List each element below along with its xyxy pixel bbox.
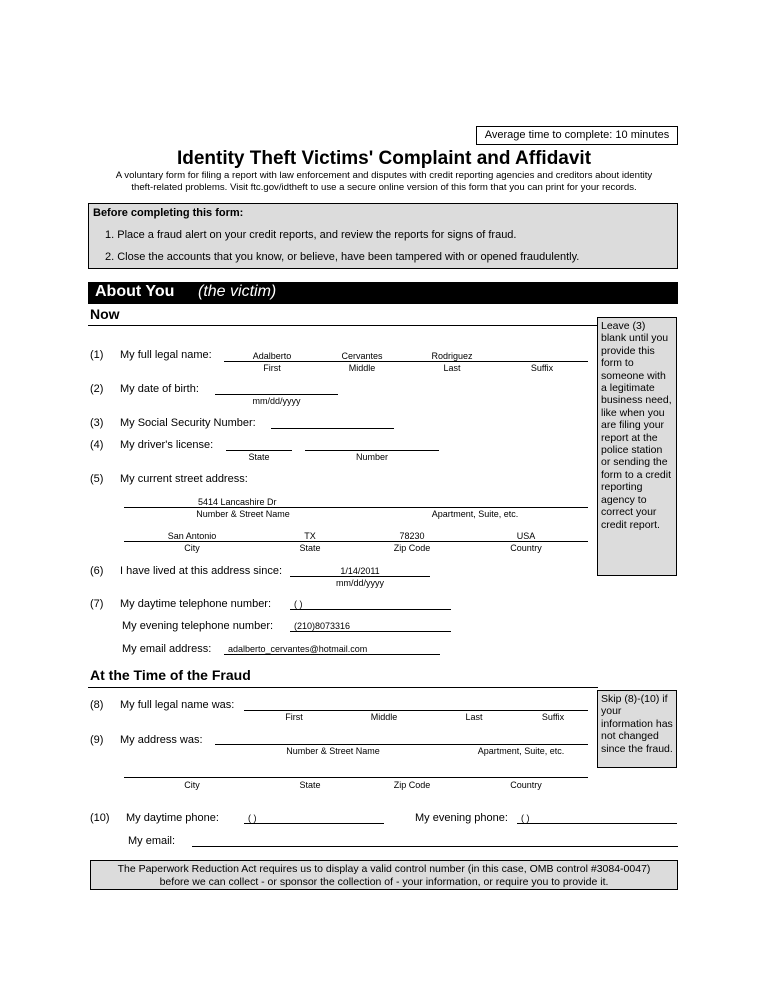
- license-number-field[interactable]: [305, 450, 439, 451]
- q5-cap-state: State: [299, 543, 321, 553]
- q2-label: My date of birth:: [120, 383, 199, 395]
- q7-day-value[interactable]: ( ): [294, 599, 303, 609]
- q6-label: I have lived at this address since:: [120, 565, 283, 577]
- q1-first-value[interactable]: Adalberto: [252, 351, 292, 361]
- now-divider: [88, 325, 598, 326]
- q4-cap-number: Number: [355, 452, 388, 462]
- q7-day-field[interactable]: [290, 609, 451, 610]
- q9-cap-zip: Zip Code: [393, 780, 431, 790]
- q9-street-field[interactable]: [215, 744, 588, 745]
- q10-number: (10): [90, 812, 110, 824]
- q5-label: My current street address:: [120, 473, 248, 485]
- q8-cap-middle: Middle: [370, 712, 398, 722]
- about-you-subtitle: (the victim): [198, 283, 277, 300]
- q9-cap-country: Country: [510, 780, 542, 790]
- q8-cap-suffix: Suffix: [541, 712, 565, 722]
- q5-country-value[interactable]: USA: [516, 531, 536, 541]
- dob-field[interactable]: [215, 394, 338, 395]
- q5-cap-zip: Zip Code: [393, 543, 431, 553]
- license-state-field[interactable]: [226, 450, 292, 451]
- now-heading: Now: [90, 306, 120, 322]
- about-you-banner: [88, 282, 678, 304]
- q7-number: (7): [90, 598, 104, 610]
- q6-number: (6): [90, 565, 104, 577]
- q5-street-value[interactable]: 5414 Lancashire Dr: [198, 497, 277, 507]
- q4-label: My driver's license:: [120, 439, 214, 451]
- q1-cap-suffix: Suffix: [530, 363, 554, 373]
- q1-number: (1): [90, 349, 104, 361]
- q5-street-line: [124, 507, 588, 508]
- q1-cap-last: Last: [443, 363, 461, 373]
- paperwork-line-1: The Paperwork Reduction Act requires us to display a valid control number (in this case, OMB control #3084-0047): [117, 863, 651, 875]
- q8-field[interactable]: [244, 710, 588, 711]
- q6-field[interactable]: [290, 576, 430, 577]
- q1-last-value[interactable]: Rodriguez: [431, 351, 473, 361]
- skip-note: Skip (8)-(10) if your information has not changed since the fraud.: [597, 690, 677, 768]
- q8-number: (8): [90, 699, 104, 711]
- q5-city-value[interactable]: San Antonio: [167, 531, 217, 541]
- q8-label: My full legal name was:: [120, 699, 235, 711]
- q7-email-value[interactable]: adalberto_cervantes@hotmail.com: [228, 644, 368, 654]
- q6-value[interactable]: 1/14/2011: [340, 566, 380, 576]
- q3-label: My Social Security Number:: [120, 417, 256, 429]
- page-title: Identity Theft Victims' Complaint and Affidavit: [176, 148, 592, 169]
- q5-zip-value[interactable]: 78230: [399, 531, 425, 541]
- q5-city-line: [124, 541, 588, 542]
- q9-number: (9): [90, 734, 104, 746]
- q10-eve-value[interactable]: ( ): [521, 813, 530, 823]
- q9-cap-city: City: [184, 780, 200, 790]
- q2-number: (2): [90, 383, 104, 395]
- q3-number: (3): [90, 417, 104, 429]
- before-completing-box: [88, 203, 678, 269]
- q9-cap-state: State: [299, 780, 321, 790]
- ssn-field[interactable]: [271, 428, 394, 429]
- q10-day-label: My daytime phone:: [126, 812, 219, 824]
- time-estimate-badge: Average time to complete: 10 minutes: [476, 126, 678, 145]
- fraud-heading: At the Time of the Fraud: [90, 667, 251, 683]
- leave-blank-note: Leave (3) blank until you provide this form to someone with a legitimate business need, like when you are filing your report at the police station or sending the form to a credit reporting agency to correct your credit report.: [597, 317, 677, 576]
- q9-city-field[interactable]: [124, 777, 588, 778]
- q9-label: My address was:: [120, 734, 203, 746]
- q9-cap-apt: Apartment, Suite, etc.: [477, 746, 565, 756]
- intro-line-1: A voluntary form for filing a report with law enforcement and disputes with credit reporting agencies and creditors about identity: [115, 170, 653, 181]
- q1-cap-first: First: [263, 363, 281, 373]
- q7-eve-field[interactable]: [290, 631, 451, 632]
- q7-eve-label: My evening telephone number:: [122, 620, 274, 632]
- q5-cap-country: Country: [510, 543, 542, 553]
- q5-cap-apt: Apartment, Suite, etc.: [431, 509, 519, 519]
- q7-eve-value[interactable]: (210)8073316: [294, 621, 351, 631]
- q1-cap-middle: Middle: [348, 363, 376, 373]
- intro-text: [80, 170, 688, 193]
- q7-email-label: My email address:: [122, 643, 212, 655]
- q1-label: My full legal name:: [120, 349, 212, 361]
- q5-cap-city: City: [184, 543, 200, 553]
- q7-day-label: My daytime telephone number:: [120, 598, 272, 610]
- q10-eve-label: My evening phone:: [415, 812, 508, 824]
- intro-line-2: theft-related problems. Visit ftc.gov/idtheft to use a secure online version of this form that you can print for your records.: [131, 181, 637, 193]
- q9-cap-street: Number & Street Name: [286, 746, 380, 756]
- q4-cap-state: State: [248, 452, 270, 462]
- q1-middle-value[interactable]: Cervantes: [341, 351, 383, 361]
- q6-cap: mm/dd/yyyy: [335, 578, 384, 588]
- q5-cap-street: Number & Street Name: [196, 509, 290, 519]
- q10-email-field[interactable]: [192, 846, 678, 847]
- before-item-1: 1. Place a fraud alert on your credit reports, and review the reports for signs of fraud.: [105, 229, 517, 241]
- q2-cap: mm/dd/yyyy: [252, 396, 301, 406]
- q7-email-field[interactable]: [224, 654, 440, 655]
- q10-day-field[interactable]: [244, 823, 384, 824]
- q5-number: (5): [90, 473, 104, 485]
- fraud-divider: [88, 687, 598, 688]
- q10-email-label: My email:: [128, 835, 176, 847]
- q4-number: (4): [90, 439, 104, 451]
- about-you-title: About You: [95, 283, 175, 300]
- q8-cap-last: Last: [465, 712, 483, 722]
- q5-state-value[interactable]: TX: [304, 531, 316, 541]
- q1-underline: [224, 361, 588, 362]
- before-completing-title: Before completing this form:: [93, 207, 244, 219]
- paperwork-line-2: before we can collect - or sponsor the collection of - your information, or require you to provide it.: [159, 876, 609, 888]
- q10-eve-field[interactable]: [517, 823, 677, 824]
- before-item-2: 2. Close the accounts that you know, or believe, have been tampered with or opened fraudulently.: [105, 251, 580, 263]
- paperwork-notice: [90, 860, 678, 890]
- q10-day-value[interactable]: ( ): [248, 813, 257, 823]
- q8-cap-first: First: [285, 712, 303, 722]
